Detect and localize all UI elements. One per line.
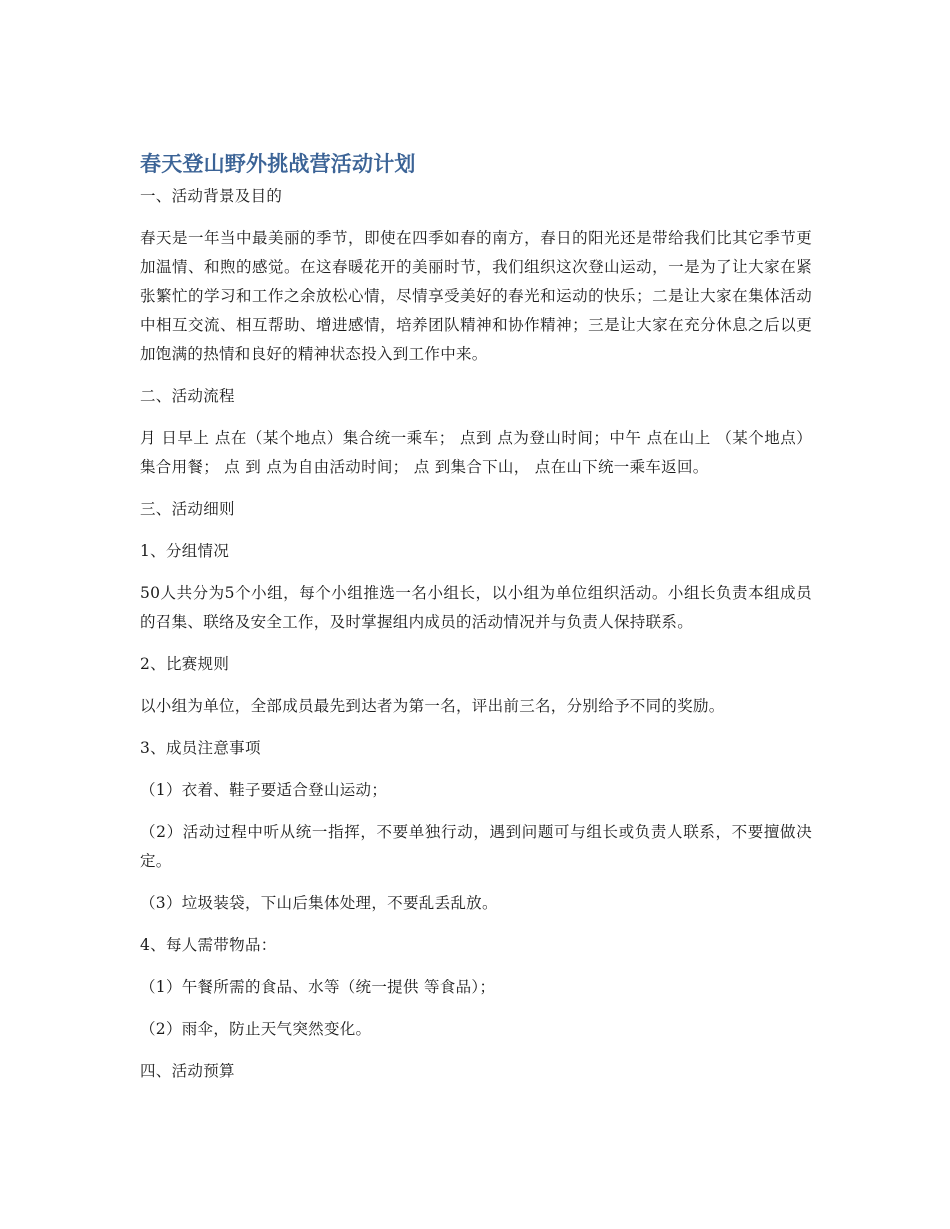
note-item-command: （2）活动过程中听从统一指挥，不要单独行动，遇到问题可与组长或负责人联系，不要擅做决定。 [140, 823, 812, 870]
paragraph-competition-rules: 以小组为单位，全部成员最先到达者为第一名，评出前三名，分别给予不同的奖励。 [140, 697, 725, 715]
paragraph-process: 月 日早上 点在（某个地点）集合统一乘车； 点到 点为登山时间；中午 点在山上 （某个地点）集合用餐； 点 到 点为自由活动时间； 点 到集合下山， 点在山下统一乘车返回。 [140, 429, 812, 476]
subheading-grouping: 1、分组情况 [140, 542, 230, 560]
paragraph-grouping: 50人共分为5个小组，每个小组推选一名小组长，以小组为单位组织活动。小组长负责本组成员的召集、联络及安全工作，及时掌握组内成员的活动情况并与负责人保持联系。 [140, 584, 812, 631]
bring-item-food: （1）午餐所需的食品、水等（统一提供 等食品）； [140, 978, 496, 996]
section-heading-budget: 四、活动预算 [140, 1062, 235, 1080]
document-page [140, 148, 812, 1086]
subheading-items-to-bring: 4、每人需带物品： [140, 936, 277, 954]
subheading-competition-rules: 2、比赛规则 [140, 655, 230, 673]
bring-item-umbrella: （2）雨伞，防止天气突然变化。 [140, 1020, 372, 1038]
section-heading-rules: 三、活动细则 [140, 500, 235, 518]
subheading-member-notes: 3、成员注意事项 [140, 739, 261, 757]
paragraph-background: 春天是一年当中最美丽的季节，即使在四季如春的南方，春日的阳光还是带给我们比其它季节更加温情、和煦的感觉。在这春暖花开的美丽时节，我们组织这次登山运动，一是为了让大家在紧张繁忙的学习和工作之余放松心情，尽情享受美好的春光和运动的快乐；二是让大家在集体活动中相互交流、相互帮助、增进感情，培养团队精神和协作精神；三是让大家在充分休息之后以更加饱满的热情和良好的精神状态投入到工作中来。 [140, 229, 812, 363]
note-item-garbage: （3）垃圾装袋，下山后集体处理，不要乱丢乱放。 [140, 894, 498, 912]
section-heading-process: 二、活动流程 [140, 387, 235, 405]
section-heading-background: 一、活动背景及目的 [140, 187, 283, 205]
document-title: 春天登山野外挑战营活动计划 [140, 152, 416, 176]
note-item-clothing: （1）衣着、鞋子要适合登山运动； [140, 781, 388, 799]
